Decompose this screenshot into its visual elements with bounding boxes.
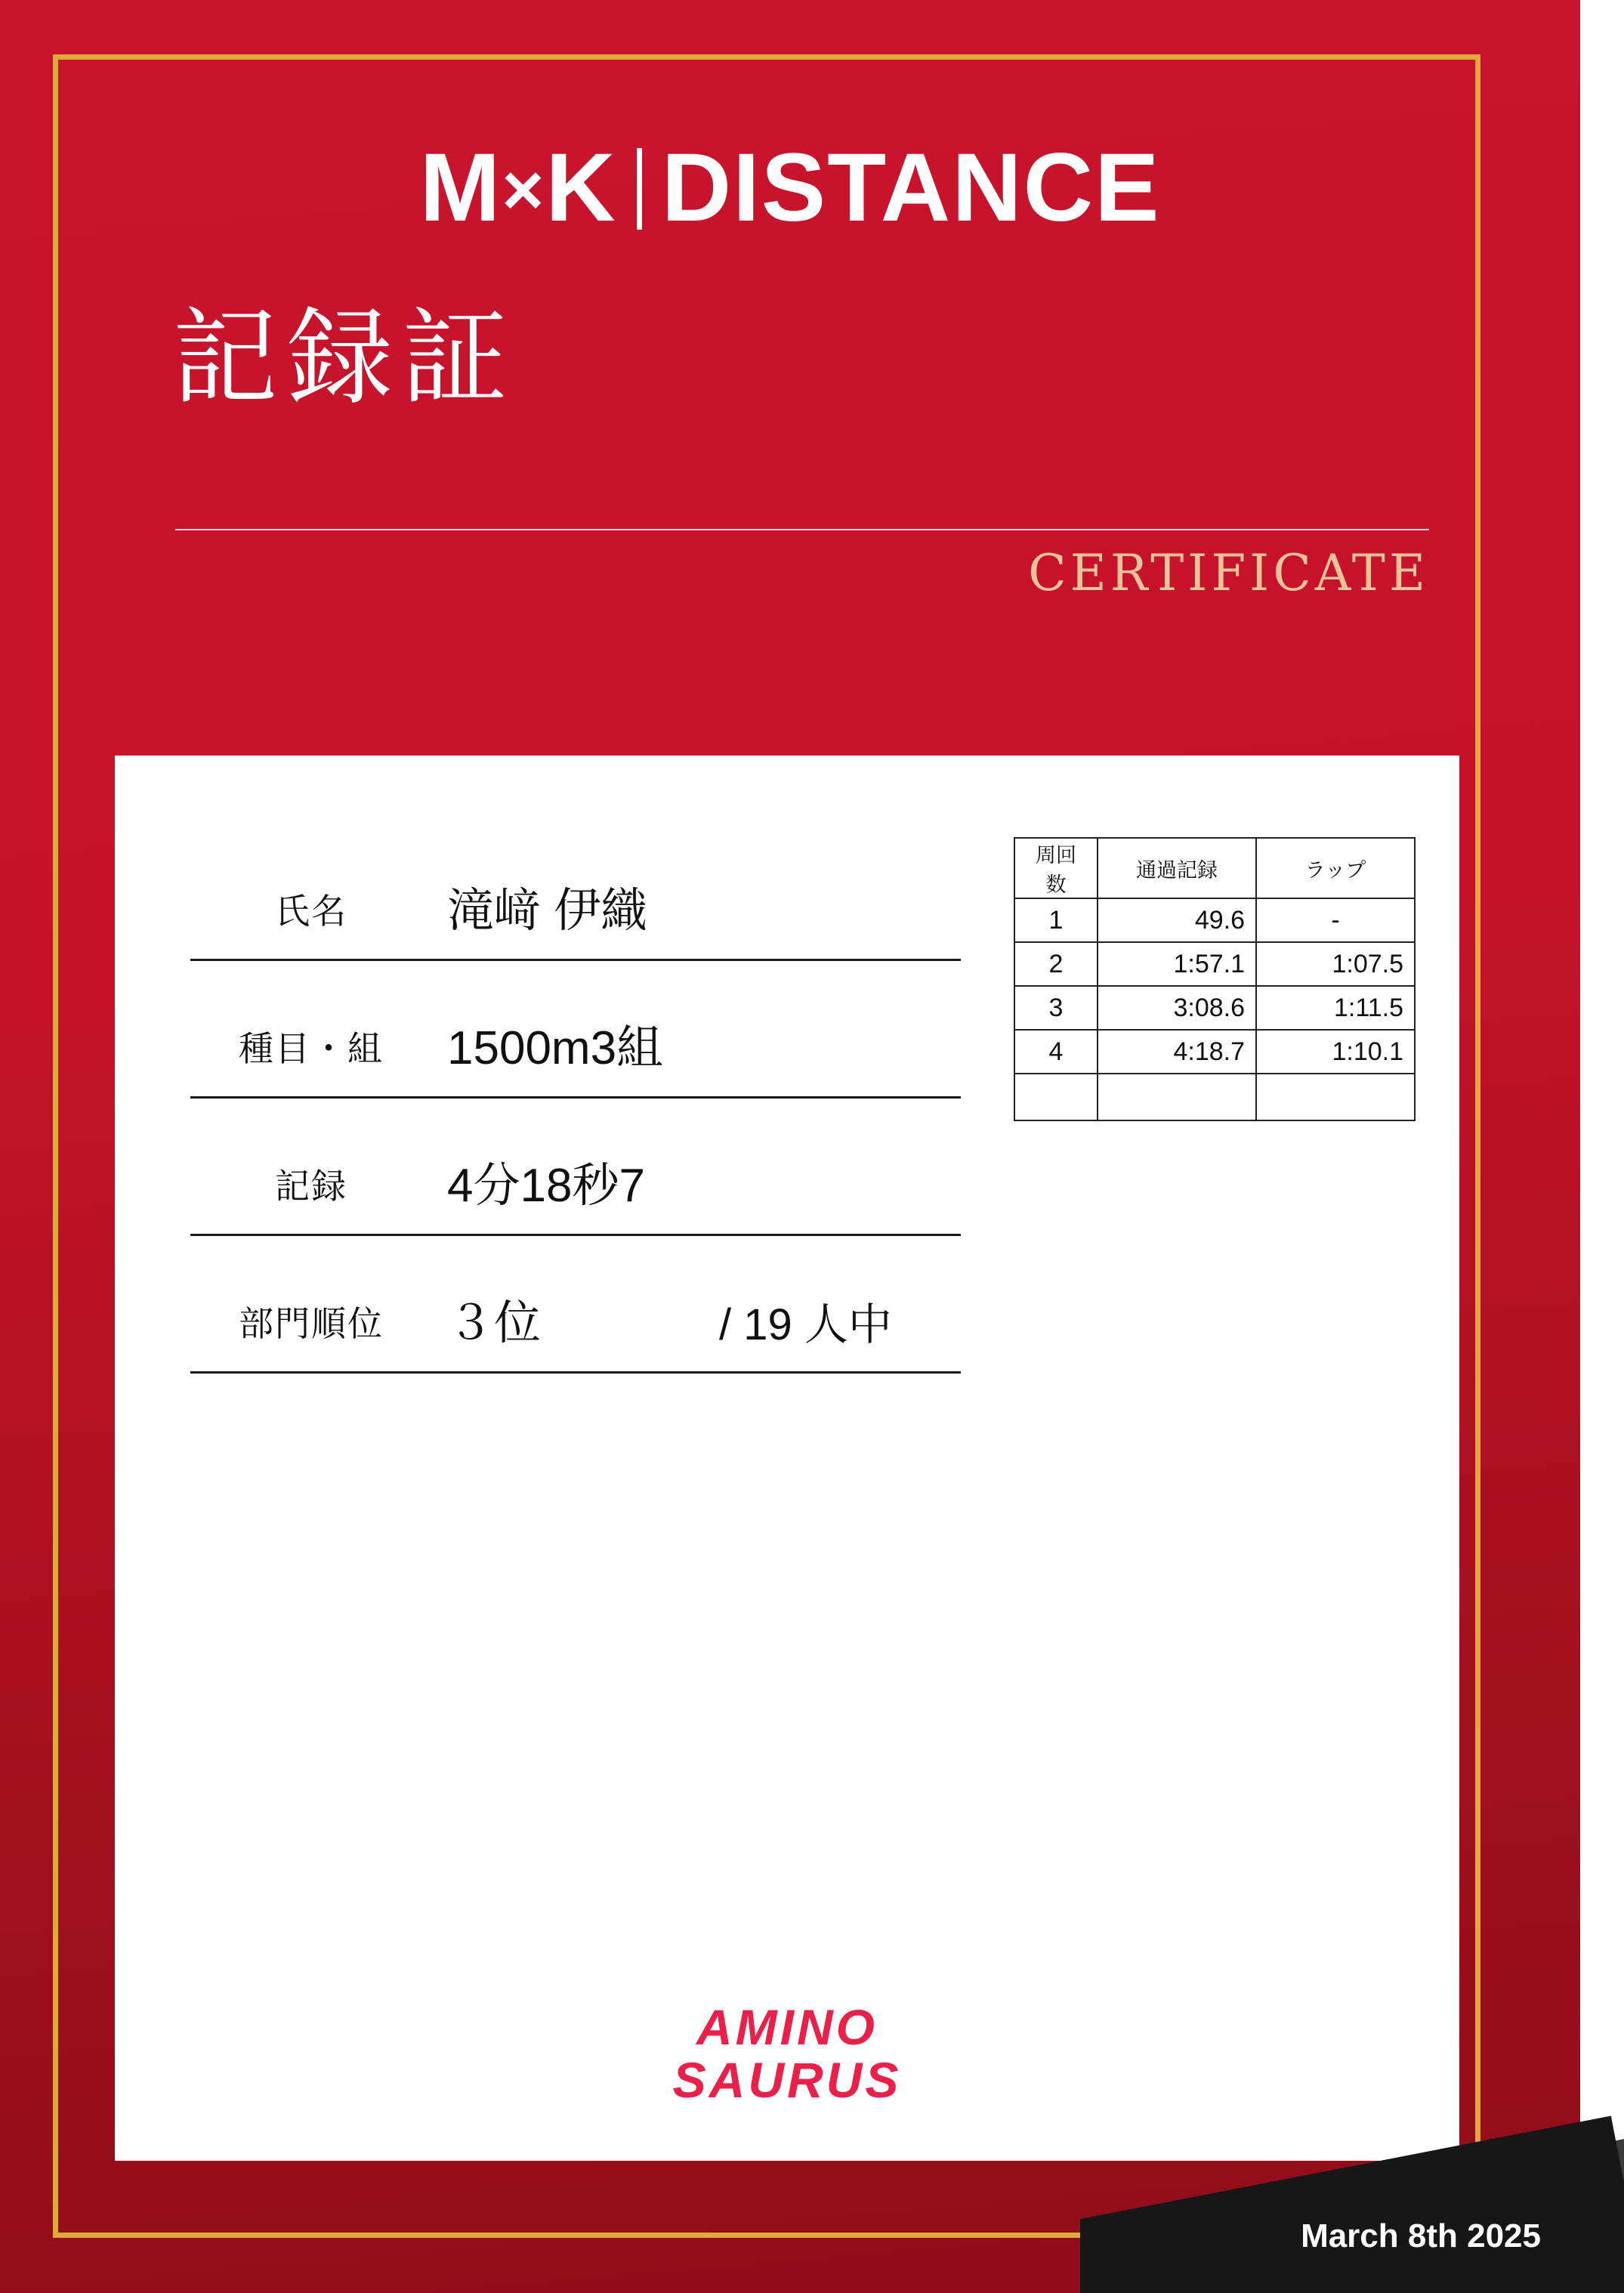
info-value-name: 滝﨑 伊織 bbox=[447, 885, 648, 937]
info-row-rank bbox=[190, 1236, 1044, 1374]
page-title-japanese: 記録証 bbox=[172, 297, 517, 420]
cell-split: 49.6 bbox=[1098, 898, 1256, 942]
table-row bbox=[1014, 986, 1415, 1030]
info-row-record bbox=[190, 1099, 1044, 1236]
cell-lap: 1:10.1 bbox=[1256, 1030, 1415, 1074]
footer-corner-banner bbox=[1080, 2066, 1624, 2293]
corner-dark-slab bbox=[1080, 2116, 1624, 2293]
table-row bbox=[1014, 1030, 1415, 1074]
info-value-event: 1500m3組 bbox=[447, 1022, 664, 1074]
cell-lapno: 1 bbox=[1014, 898, 1098, 942]
info-label-rank: 部門順位 bbox=[239, 1304, 384, 1343]
cell-lapno: 3 bbox=[1014, 986, 1098, 1030]
cell-split: 3:08.6 bbox=[1098, 986, 1256, 1030]
table-header-lapno: 周回数 bbox=[1014, 838, 1098, 898]
brand-k: K bbox=[545, 134, 617, 242]
info-row-event bbox=[190, 961, 1044, 1099]
table-header-lap: ラップ bbox=[1256, 838, 1415, 898]
info-value-rank: ３位 bbox=[447, 1297, 542, 1349]
info-underline bbox=[190, 1371, 961, 1374]
sponsor-line-2: SAURUS bbox=[672, 2051, 902, 2108]
info-label-name: 氏名 bbox=[275, 892, 347, 931]
sponsor-line-1: AMINO bbox=[696, 1999, 878, 2056]
cell-lap: 1:11.5 bbox=[1256, 986, 1415, 1030]
cell-lap-empty bbox=[1256, 1074, 1415, 1120]
cell-lapno: 2 bbox=[1014, 942, 1098, 986]
info-row-name bbox=[190, 824, 1044, 961]
table-row bbox=[1014, 898, 1415, 942]
cell-lapno: 4 bbox=[1014, 1030, 1098, 1074]
event-brand-logo bbox=[0, 134, 1580, 242]
brand-m: M bbox=[419, 134, 502, 242]
header-divider-line bbox=[175, 529, 1429, 530]
cell-lapno-empty bbox=[1014, 1074, 1098, 1120]
cell-lap: 1:07.5 bbox=[1256, 942, 1415, 986]
athlete-info-list bbox=[190, 824, 1044, 1374]
info-value-rank-total: / 19 人中 bbox=[719, 1300, 892, 1349]
lap-split-table bbox=[1014, 837, 1416, 1121]
cell-split: 4:18.7 bbox=[1098, 1030, 1256, 1074]
result-card bbox=[115, 756, 1459, 2161]
right-white-margin bbox=[1580, 0, 1624, 2293]
table-row bbox=[1014, 942, 1415, 986]
page-title-english: CERTIFICATE bbox=[1028, 544, 1429, 602]
info-value-record: 4分18秒7 bbox=[447, 1160, 645, 1212]
table-row-empty bbox=[1014, 1074, 1415, 1120]
event-date: March 8th 2025 bbox=[1301, 2217, 1541, 2254]
header bbox=[0, 0, 1580, 756]
brand-x: × bbox=[502, 150, 546, 230]
info-label-event: 種目・組 bbox=[239, 1029, 384, 1068]
info-label-record: 記録 bbox=[275, 1167, 347, 1206]
brand-distance: DISTANCE bbox=[661, 134, 1161, 242]
cell-split: 1:57.1 bbox=[1098, 942, 1256, 986]
brand-divider bbox=[637, 148, 642, 230]
table-header-split: 通過記録 bbox=[1098, 838, 1256, 898]
cell-split-empty bbox=[1098, 1074, 1256, 1120]
cell-lap: - bbox=[1256, 898, 1415, 942]
table-header-row bbox=[1014, 838, 1415, 898]
